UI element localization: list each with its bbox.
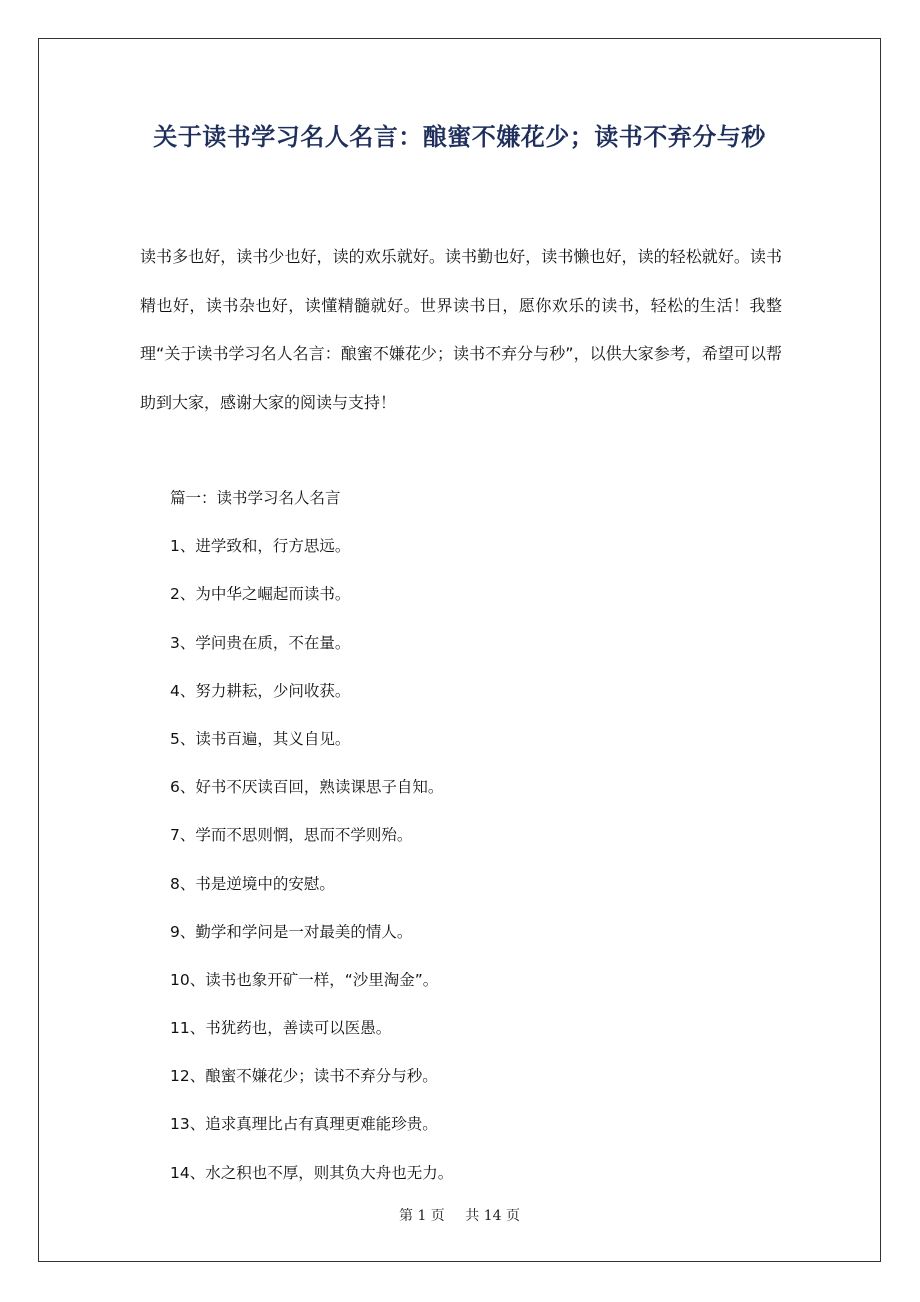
list-item: 6、好书不厌读百回，熟读课思子自知。 bbox=[170, 778, 444, 797]
document-title: 关于读书学习名人名言：酿蜜不嫌花少；读书不弃分与秒 bbox=[153, 123, 766, 151]
list-item: 2、为中华之崛起而读书。 bbox=[170, 585, 351, 604]
list-item: 14、水之积也不厚，则其负大舟也无力。 bbox=[170, 1163, 454, 1182]
quote-list bbox=[170, 474, 453, 1197]
page-footer bbox=[38, 1205, 881, 1225]
page-number: 第 1 页 bbox=[399, 1208, 445, 1224]
list-item: 5、读书百遍，其义自见。 bbox=[170, 729, 351, 748]
page-border bbox=[38, 38, 881, 1262]
page-total: 共 14 页 bbox=[465, 1208, 520, 1224]
list-item: 3、学问贵在质，不在量。 bbox=[170, 633, 351, 652]
list-item: 9、勤学和学问是一对最美的情人。 bbox=[170, 922, 413, 941]
list-item: 7、学而不思则惘，思而不学则殆。 bbox=[170, 826, 413, 845]
list-item: 1、进学致和，行方思远。 bbox=[170, 537, 351, 556]
list-item: 8、书是逆境中的安慰。 bbox=[170, 874, 335, 893]
list-item: 13、追求真理比占有真理更难能珍贵。 bbox=[170, 1115, 438, 1134]
intro-paragraph: 读书多也好，读书少也好，读的欢乐就好。读书勤也好，读书懒也好，读的轻松就好。读书精也好，读书杂也好，读懂精髓就好。世界读书日，愿你欢乐的读书，轻松的生活！我整理“关于读书学习名人名言：酿蜜不嫌花少；读书不弃分与秒”，以供大家参考，希望可以帮助到大家，感谢大家的阅读与支持！ bbox=[140, 247, 782, 412]
list-item: 10、读书也象开矿一样，“沙里淘金”。 bbox=[170, 970, 439, 989]
list-item: 12、酿蜜不嫌花少；读书不弃分与秒。 bbox=[170, 1067, 438, 1086]
section-heading: 篇一：读书学习名人名言 bbox=[170, 489, 341, 507]
list-item: 4、努力耕耘，少问收获。 bbox=[170, 681, 351, 700]
list-item: 11、书犹药也，善读可以医愚。 bbox=[170, 1019, 392, 1038]
